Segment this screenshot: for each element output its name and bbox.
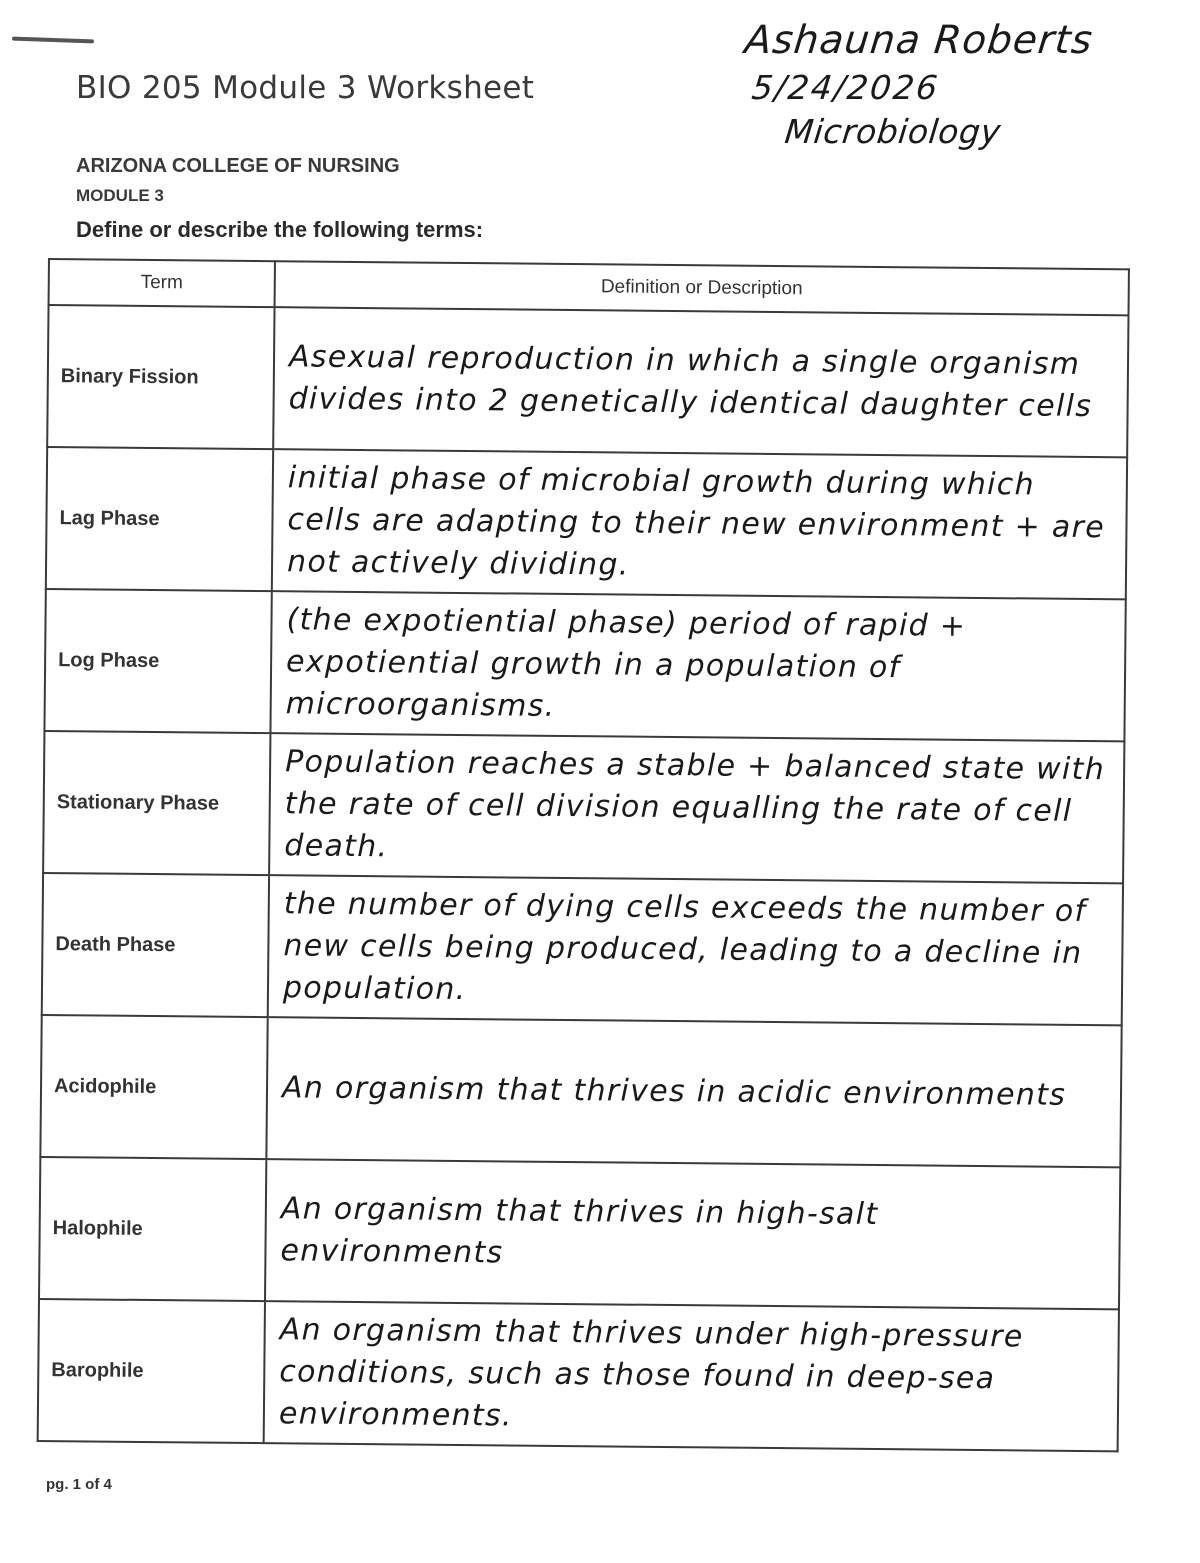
module-label: MODULE 3 [76, 186, 164, 205]
definition-cell: Asexual reproduction in which a single organism divides into 2 genetically identical daughter cells [273, 307, 1128, 457]
table-row [46, 447, 1127, 599]
terms-table [37, 258, 1130, 1452]
term-cell: Binary Fission [47, 305, 274, 449]
handwritten-date: 5/24/2026 [749, 68, 942, 107]
term-cell: Acidophile [40, 1015, 267, 1159]
definition-cell: An organism that thrives in acidic environments [266, 1017, 1121, 1167]
definition-cell: An organism that thrives under high-pressure conditions, such as those found in deep-sea environments. [264, 1301, 1119, 1451]
definition-cell: the number of dying cells exceeds the number of new cells being produced, leading to a decline in population. [268, 875, 1123, 1025]
term-cell: Halophile [39, 1157, 266, 1301]
term-cell: Log Phase [44, 589, 271, 733]
definition-column-header: Definition or Description [275, 261, 1129, 315]
document-title: BIO 205 Module 3 Worksheet [76, 70, 535, 106]
scan-mark [12, 37, 94, 44]
table-row [47, 305, 1128, 457]
table-row [40, 1015, 1121, 1167]
definition-cell: Population reaches a stable + balanced state with the rate of cell division equalling the rate of cell death. [269, 733, 1124, 883]
term-cell: Stationary Phase [43, 731, 270, 875]
term-cell: Barophile [38, 1299, 265, 1443]
instructions: Define or describe the following terms: [76, 217, 484, 242]
definition-cell: An organism that thrives in high-salt environments [265, 1159, 1120, 1309]
definition-cell: initial phase of microbial growth during which cells are adapting to their new environment + are not actively dividing. [272, 449, 1127, 599]
definition-cell: (the expotiential phase) period of rapid + expotiential growth in a population of microorganisms. [270, 591, 1125, 741]
page-number: pg. 1 of 4 [46, 1476, 112, 1493]
table-row [44, 589, 1125, 741]
term-cell: Lag Phase [46, 447, 273, 591]
table-row [43, 731, 1124, 883]
term-column-header: Term [49, 259, 275, 307]
course-name: Microbiology [782, 112, 1003, 151]
table-row [39, 1157, 1120, 1309]
college-name: ARIZONA COLLEGE OF NURSING [76, 155, 400, 177]
student-name: Ashauna Roberts [742, 18, 1096, 63]
table-row [42, 873, 1123, 1025]
table-row [38, 1299, 1119, 1451]
term-cell: Death Phase [42, 873, 269, 1017]
